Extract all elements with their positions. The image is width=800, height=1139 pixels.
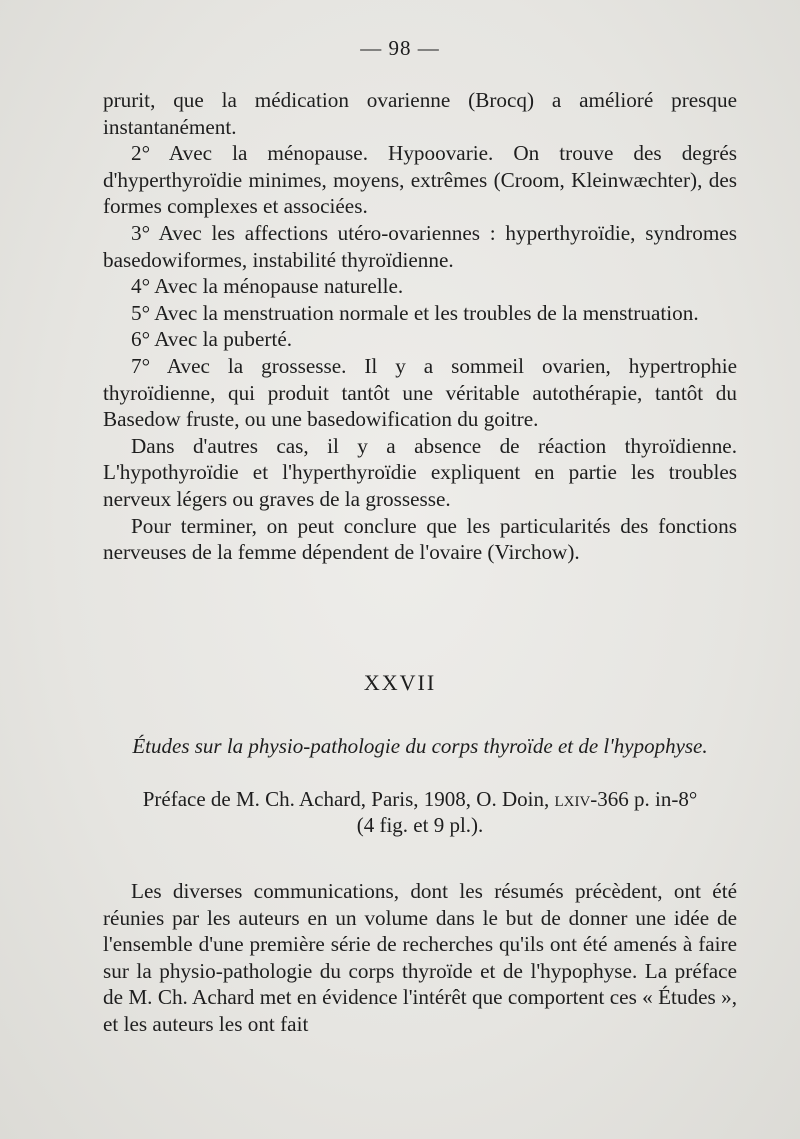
- list-item-7: 7° Avec la grossesse. Il y a sommeil ovarien, hypertrophie thyroïdienne, qui produit tantôt une véritable autothérapie, tantôt du Basedow fruste, ou une basedowification du goitre.: [103, 353, 737, 432]
- preface-line-1-start: Préface de M. Ch. Achard, Paris, 1908, O. Doin,: [142, 787, 550, 811]
- top-text-block: [103, 87, 737, 566]
- list-item-4: 4° Avec la ménopause naturelle.: [131, 274, 404, 299]
- paragraph-introduction: Les diverses communications, dont les résumés précèdent, ont été réunies par les auteurs en un volume dans le but de donner une idée de l'ensemble d'une première série de recherches qu'ils ont été amenés à faire sur la physio-pathologie du corps thyroïde et de l'hypophyse. La préface de M. Ch. Achard met en évidence l'intérêt que comportent ces « Études », et les auteurs les ont fait: [103, 879, 737, 1036]
- preface-line-1: [100, 786, 740, 812]
- page-number: — 98 —: [360, 36, 440, 60]
- list-item-3: 3° Avec les affections utéro-ovariennes : hyperthyroïdie, syndromes basedowiformes, instabilité thyroïdienne.: [103, 220, 737, 272]
- paragraph-continuation: prurit, que la médication ovarienne (Brocq) a amélioré presque instantanément.: [103, 88, 737, 139]
- list-item-5: 5° Avec la menstruation normale et les troubles de la menstruation.: [131, 300, 699, 325]
- preface-line-2: (4 fig. et 9 pl.).: [356, 813, 484, 837]
- preface-info: [100, 786, 740, 838]
- chapter-number: XXVII: [363, 670, 437, 695]
- paragraph-other-cases: Dans d'autres cas, il y a absence de réaction thyroïdienne. L'hypothyroïdie et l'hyperthyroïdie expliquent en partie les troubles nerveux légers ou graves de la grossesse.: [103, 433, 737, 511]
- bottom-text-block: [103, 878, 737, 1038]
- preface-pages: lxiv-366: [554, 787, 629, 811]
- book-title: Études sur la physio-pathologie du corps thyroïde et de l'hypophyse.: [132, 734, 708, 758]
- paragraph-conclusion: Pour terminer, on peut conclure que les particularités des fonctions nerveuses de la femme dépendent de l'ovaire (Virchow).: [103, 513, 737, 565]
- preface-line-1-end: p. in-8°: [634, 787, 698, 811]
- list-item-6: 6° Avec la puberté.: [131, 327, 293, 352]
- list-item-2: 2° Avec la ménopause. Hypoovarie. On trouve des degrés d'hyperthyroïdie minimes, moyens, extrêmes (Croom, Kleinwæchter), des formes complexes et associées.: [103, 141, 737, 219]
